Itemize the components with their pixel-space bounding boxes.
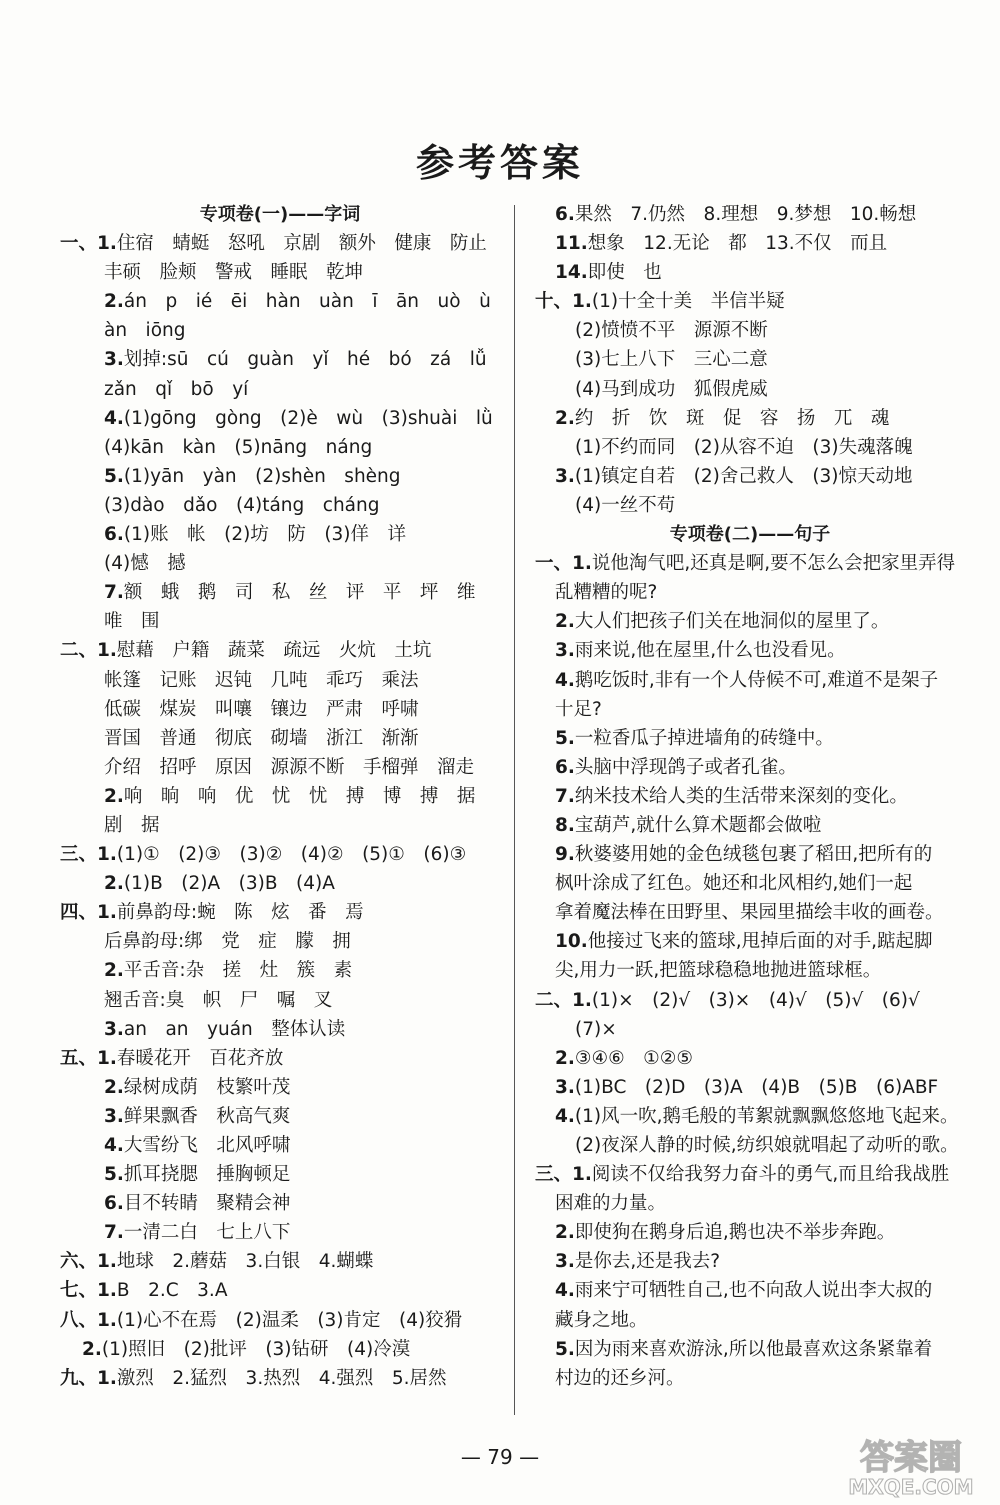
answer-text: (2)愤愤不平 源源不断: [575, 320, 768, 342]
answer-text: (1)不约而同 (2)从容不迫 (3)失魂落魄: [575, 436, 913, 458]
answer-text: 七、1.B 2.C 3.A: [60, 1280, 228, 1302]
answer-text: 丰硕 脸颊 警戒 睡眠 乾坤: [104, 262, 364, 284]
answer-line: [535, 345, 965, 374]
answer-line: [60, 986, 500, 1015]
answer-text: 6.果然 7.仍然 8.理想 9.梦想 10.畅想: [555, 204, 917, 225]
answer-text: (4)憾 撼: [104, 553, 186, 575]
answer-text: 5.因为雨来喜欢游泳,所以他最喜欢这条紧靠着: [555, 1338, 933, 1360]
answer-line: [60, 811, 500, 840]
answer-line: [535, 956, 965, 985]
answer-text: 2.(1)B (2)A (3)B (4)A: [104, 873, 335, 895]
answer-text: 唯 围: [104, 611, 160, 633]
answer-line: [60, 549, 500, 578]
answer-line: [535, 1044, 965, 1073]
answer-text: 3.雨来说,他在屋里,什么也没看见。: [555, 640, 846, 662]
answer-line: [60, 345, 500, 374]
answer-text: 一、1.住宿 蜻蜓 怒吼 京剧 额外 健康 防止: [60, 233, 487, 255]
answer-text: 8.宝葫芦,就什么算术题都会做啦: [555, 814, 822, 836]
answer-text: 7.纳米技术给人类的生活带来深刻的变化。: [555, 785, 908, 807]
answer-text: 3.鲜果飘香 秋高气爽: [104, 1105, 291, 1127]
answer-text: 低碳 煤炭 叫嚷 镶边 严肃 呼啸: [104, 698, 419, 720]
answer-line: [535, 636, 965, 665]
section-heading: [535, 520, 965, 549]
answer-line: [60, 1015, 500, 1044]
answer-line: [60, 229, 500, 258]
answer-line: [535, 840, 965, 869]
answer-text: (7)×: [575, 1018, 617, 1040]
answer-line: [535, 1160, 965, 1189]
answer-text: 5.(1)yān yàn (2)shèn shèng: [104, 465, 401, 487]
answer-line: [60, 782, 500, 811]
answer-text: 专项卷(一)——字词: [199, 204, 361, 225]
answer-line: [60, 1044, 500, 1073]
answer-text: 2.án p ié ēi hàn uàn ī ān uò ù: [104, 291, 491, 313]
answer-line: [60, 636, 500, 665]
answer-line: [535, 404, 965, 433]
answer-line: [60, 258, 500, 287]
answer-text: 翘舌音:臭 帜 尸 嘱 叉: [104, 989, 333, 1011]
answer-line: [535, 316, 965, 345]
answer-text: 2.③④⑥ ①②⑤: [555, 1047, 693, 1069]
answer-line: [60, 491, 500, 520]
answer-line: [535, 1102, 965, 1131]
answer-text: 困难的力量。: [555, 1193, 667, 1215]
answer-line: [535, 1276, 965, 1305]
answer-line: [535, 375, 965, 404]
answer-line: [60, 753, 500, 782]
answer-line: [535, 927, 965, 956]
answer-line: [535, 1247, 965, 1276]
answer-line: [60, 1131, 500, 1160]
watermark-line2: MXQE.COM: [848, 1475, 974, 1499]
answer-text: 藏身之地。: [555, 1309, 648, 1331]
answer-line: [535, 491, 965, 520]
answer-line: [60, 578, 500, 607]
answer-line: [60, 1102, 500, 1131]
answer-line: [60, 898, 500, 927]
answer-line: [535, 433, 965, 462]
answer-line: [535, 1335, 965, 1364]
answer-line: [60, 956, 500, 985]
answer-line: [535, 869, 965, 898]
answer-text: 10.他接过飞来的篮球,甩掉后面的对手,踮起脚: [555, 931, 933, 953]
answer-text: 四、1.前鼻韵母:蜿 陈 炫 番 焉: [60, 902, 364, 924]
answer-line: [60, 695, 500, 724]
answer-text: 乱糟糟的呢?: [555, 582, 658, 604]
answer-line: [60, 287, 500, 316]
answer-line: [60, 404, 500, 433]
answer-text: 9.秋婆婆用她的金色绒毯包裹了稻田,把所有的: [555, 844, 933, 866]
answer-text: (3)七上八下 三心二意: [575, 349, 768, 371]
answer-line: [535, 898, 965, 927]
answer-line: [535, 462, 965, 491]
answer-text: 2.响 晌 响 优 忧 忧 搏 博 搏 据: [104, 785, 476, 807]
answer-text: 2.平舌音:杂 搓 灶 簇 素: [104, 960, 353, 982]
answer-text: 三、1.阅读不仅给我努力奋斗的勇气,而且给我战胜: [535, 1164, 950, 1186]
watermark-logo: [836, 1433, 986, 1499]
page-number: — 79 —: [460, 1445, 540, 1469]
answer-line: [535, 578, 965, 607]
right-column: [535, 200, 965, 1393]
column-divider: [514, 205, 515, 1415]
left-column: [60, 200, 500, 1393]
answer-line: [60, 1218, 500, 1247]
answer-line: [60, 1073, 500, 1102]
answer-text: 6.头脑中浮现鸽子或者孔雀。: [555, 756, 797, 778]
answer-line: [535, 695, 965, 724]
answer-line: [535, 1218, 965, 1247]
answer-text: 3.划掉:sū cú guàn yǐ hé bó zá lǚ: [104, 349, 487, 371]
answer-line: [535, 1364, 965, 1393]
answer-line: [535, 811, 965, 840]
answer-line: [535, 724, 965, 753]
answer-text: 帐篷 记账 迟钝 几吨 乖巧 乘法: [104, 669, 419, 691]
answer-text: 拿着魔法棒在田野里、果园里描绘丰收的画卷。: [555, 902, 944, 924]
answer-text: (4)一丝不苟: [575, 494, 676, 516]
answer-line: [60, 1306, 500, 1335]
answer-line: [60, 724, 500, 753]
answer-line: [60, 1160, 500, 1189]
answer-line: [535, 986, 965, 1015]
answer-text: 六、1.地球 2.蘑菇 3.白银 4.蝴蝶: [60, 1251, 374, 1273]
answer-text: 7.额 蛾 鹅 司 私 丝 评 平 坪 维: [104, 582, 476, 604]
answer-text: 后鼻韵母:绑 党 症 朦 拥: [104, 931, 351, 953]
answer-text: 2.(1)照旧 (2)批评 (3)钻研 (4)冷漠: [82, 1338, 411, 1360]
watermark-line1: 答案圈: [860, 1438, 962, 1478]
answer-line: [60, 927, 500, 956]
answer-line: [60, 869, 500, 898]
answer-line: [60, 1364, 500, 1393]
answer-text: 3.(1)BC (2)D (3)A (4)B (5)B (6)ABF: [555, 1076, 939, 1098]
answer-text: 五、1.春暖花开 百花齐放: [60, 1047, 284, 1069]
answer-line: [60, 1335, 500, 1364]
answer-line: [60, 666, 500, 695]
answer-text: 二、1.慰藉 户籍 蔬菜 疏远 火炕 土坑: [60, 640, 432, 662]
answer-line: [60, 520, 500, 549]
answer-line: [535, 753, 965, 782]
answer-text: 3.an an yuán 整体认读: [104, 1018, 346, 1040]
answer-text: 11.想象 12.无论 都 13.不仅 而且: [555, 233, 888, 255]
answer-text: 5.抓耳挠腮 捶胸顿足: [104, 1164, 291, 1186]
answer-text: 十、1.(1)十全十美 半信半疑: [535, 291, 785, 313]
answer-text: zǎn qǐ bō yí: [104, 378, 249, 400]
answer-text: àn iōng: [104, 320, 186, 342]
answer-text: 二、1.(1)× (2)√ (3)× (4)√ (5)√ (6)√: [535, 989, 920, 1011]
answer-text: 6.目不转睛 聚精会神: [104, 1193, 291, 1215]
answer-text: 2.大人们把孩子们关在地洞似的屋里了。: [555, 611, 890, 633]
answer-text: 2.绿树成荫 枝繁叶茂: [104, 1076, 291, 1098]
answer-line: [535, 666, 965, 695]
answer-text: 2.约 折 饮 斑 促 容 扬 兀 魂: [555, 407, 890, 429]
answer-text: 14.即使 也: [555, 262, 662, 284]
answer-line: [60, 1276, 500, 1305]
answer-text: 4.雨来宁可牺牲自己,也不向敌人说出李大叔的: [555, 1280, 933, 1302]
section-heading: [60, 200, 500, 229]
answer-line: [60, 1189, 500, 1218]
answer-line: [535, 1073, 965, 1102]
answer-text: (4)马到成功 狐假虎威: [575, 378, 768, 400]
answer-text: 十足?: [555, 698, 602, 720]
answer-text: 4.鹅吃饭时,非有一个人侍候不可,难道不是架子: [555, 669, 939, 691]
answer-line: [60, 316, 500, 345]
answer-line: [535, 287, 965, 316]
answer-line: [535, 782, 965, 811]
answer-line: [60, 375, 500, 404]
answer-text: 2.即使狗在鹅身后追,鹅也决不举步奔跑。: [555, 1222, 896, 1244]
answer-text: 3.是你去,还是我去?: [555, 1251, 721, 1273]
answer-line: [535, 1015, 965, 1044]
answer-line: [535, 258, 965, 287]
answer-text: 6.(1)账 帐 (2)坊 防 (3)佯 详: [104, 524, 407, 546]
answer-text: (4)kān kàn (5)nāng náng: [104, 436, 373, 458]
answer-line: [60, 840, 500, 869]
answer-text: 5.一粒香瓜子掉进墙角的砖缝中。: [555, 727, 834, 749]
answer-line: [60, 607, 500, 636]
answer-text: 枫叶涂成了红色。她还和北风相约,她们一起: [555, 873, 913, 895]
answer-line: [535, 1131, 965, 1160]
answer-text: 介绍 招呼 原因 源源不断 手榴弹 溜走: [104, 756, 475, 778]
answer-line: [535, 200, 965, 229]
answer-text: 尖,用力一跃,把篮球稳稳地抛进篮球框。: [555, 960, 882, 982]
answer-text: 4.(1)gōng gòng (2)è wù (3)shuài lǜ: [104, 407, 493, 429]
answer-text: 7.一清二白 七上八下: [104, 1222, 291, 1244]
answer-line: [60, 1247, 500, 1276]
answer-line: [60, 462, 500, 491]
answer-text: 晋国 普通 彻底 砌墙 浙江 渐渐: [104, 727, 419, 749]
answer-text: (2)夜深人静的时候,纺织娘就唱起了动听的歌。: [575, 1135, 959, 1156]
answer-text: 八、1.(1)心不在焉 (2)温柔 (3)肯定 (4)狡猾: [60, 1309, 463, 1331]
answer-line: [535, 1306, 965, 1335]
answer-line: [60, 433, 500, 462]
answer-text: 村边的还乡河。: [555, 1367, 685, 1389]
answer-line: [535, 607, 965, 636]
answer-text: 九、1.激烈 2.猛烈 3.热烈 4.强烈 5.居然: [60, 1367, 447, 1389]
answer-text: 4.大雪纷飞 北风呼啸: [104, 1135, 291, 1156]
answer-line: [535, 1189, 965, 1218]
answer-text: 三、1.(1)① (2)③ (3)② (4)② (5)① (6)③: [60, 844, 467, 866]
answer-text: 剧 据: [104, 814, 160, 836]
answer-text: (3)dào dǎo (4)táng cháng: [104, 494, 380, 516]
answer-line: [535, 549, 965, 578]
answer-text: 专项卷(二)——句子: [669, 524, 831, 546]
answer-line: [535, 229, 965, 258]
answer-text: 4.(1)风一吹,鹅毛般的苇絮就飘飘悠悠地飞起来。: [555, 1105, 959, 1127]
page-title: 参考答案: [415, 140, 584, 185]
answer-text: 3.(1)镇定自若 (2)舍己救人 (3)惊天动地: [555, 465, 913, 487]
answer-text: 一、1.说他淘气吧,还真是啊,要不怎么会把家里弄得: [535, 553, 956, 575]
